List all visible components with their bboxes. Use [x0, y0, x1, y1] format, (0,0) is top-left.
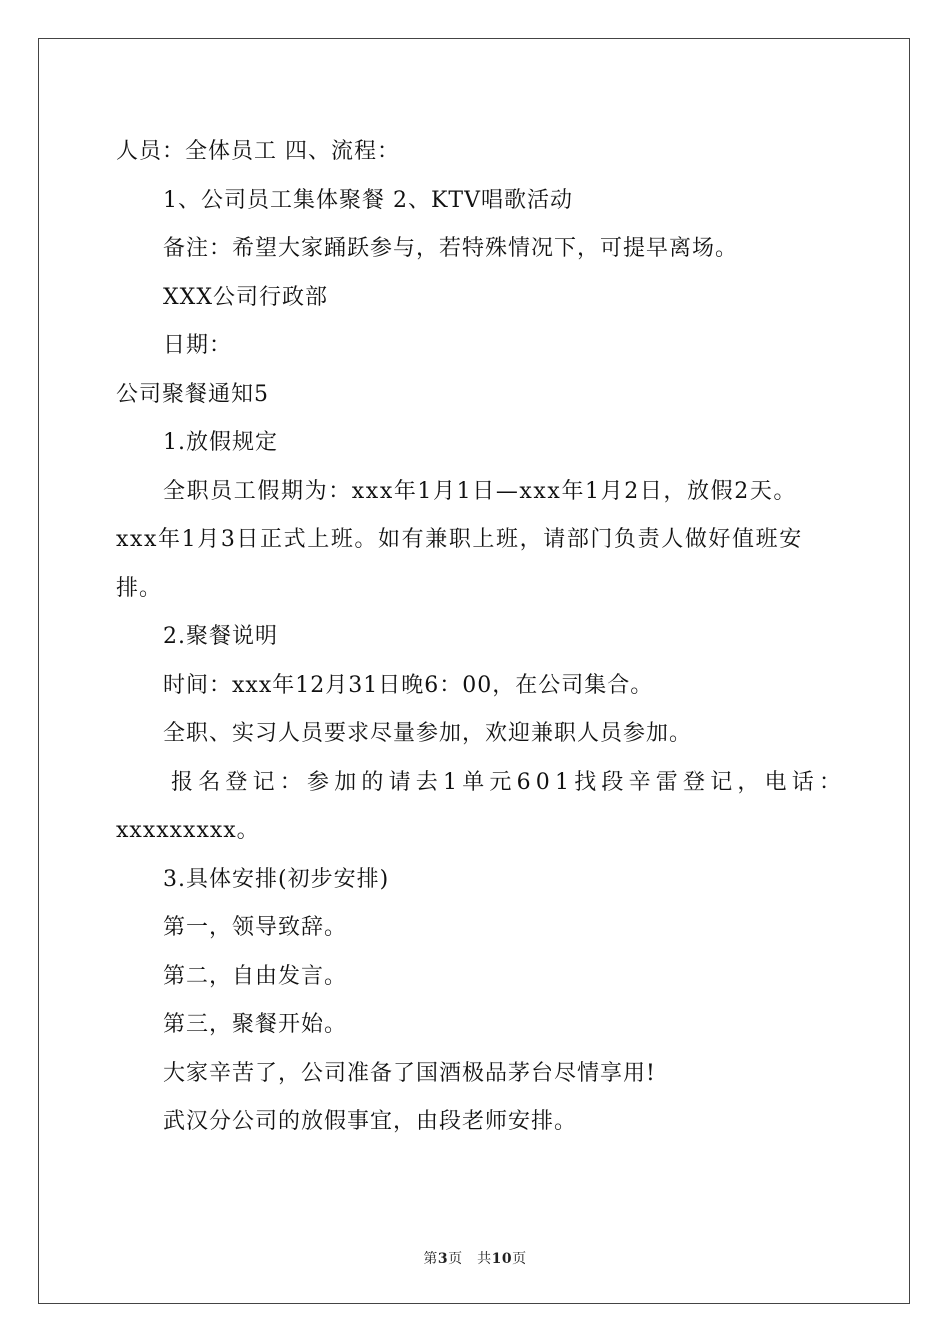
section-title: 公司聚餐通知5	[116, 381, 269, 407]
footer-mid: 页 共	[448, 1251, 492, 1267]
text-line: 全职员工假期为：xxx年1月1日—xxx年1月2日，放假2天。	[163, 478, 798, 504]
text-line: xxx年1月3日正式上班。如有兼职上班，请部门负责人做好值班安	[116, 527, 803, 552]
text-line: 武汉分公司的放假事宜，由段老师安排。	[163, 1109, 578, 1134]
text-line: 第三，聚餐开始。	[163, 1012, 348, 1037]
text-line: XXX公司行政部	[163, 284, 328, 310]
text-line: 1.放假规定	[163, 430, 278, 455]
text-line: 1、公司员工集体聚餐 2、KTV唱歌活动	[163, 187, 573, 213]
footer-current-page: 3	[437, 1251, 449, 1267]
text-line: 日期：	[163, 333, 233, 358]
text-line: 3.具体安排(初步安排)	[163, 866, 390, 892]
text-line: 报名登记：参加的请去1单元601找段辛雷登记，电话：	[171, 769, 847, 795]
text-line: 第一，领导致辞。	[163, 915, 348, 940]
text-line: 时间：xxx年12月31日晚6：00，在公司集合。	[163, 672, 654, 698]
text-line: 人员：全体员工 四、流程：	[116, 139, 400, 164]
text-line: 2.聚餐说明	[163, 624, 278, 649]
text-line: xxxxxxxxx。	[116, 818, 260, 843]
footer-suffix: 页	[512, 1251, 527, 1267]
text-line: 大家辛苦了，公司准备了国酒极品茅台尽情享用!	[163, 1060, 656, 1086]
footer-prefix: 第	[423, 1251, 438, 1267]
page-number-footer	[0, 1248, 950, 1268]
text-line: 第二，自由发言。	[163, 963, 348, 989]
text-line: 排。	[116, 575, 163, 601]
text-line: 全职、实习人员要求尽量参加，欢迎兼职人员参加。	[163, 721, 693, 746]
text-line: 备注：希望大家踊跃参与，若特殊情况下，可提早离场。	[163, 236, 739, 261]
document-body	[116, 132, 856, 1151]
footer-total-pages: 10	[491, 1251, 513, 1267]
